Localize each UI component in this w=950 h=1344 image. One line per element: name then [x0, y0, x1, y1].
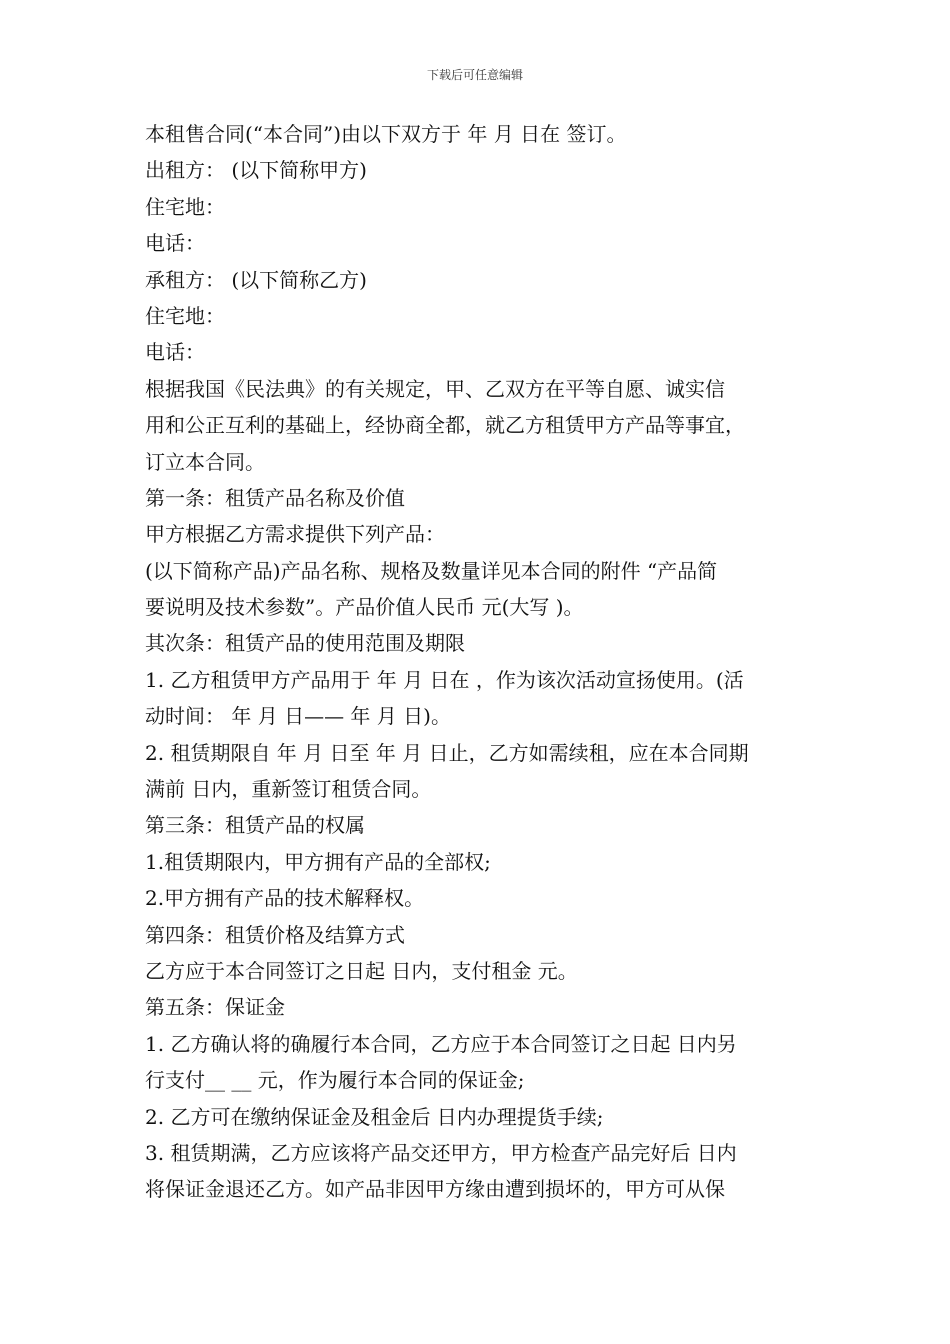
text-line: 行支付__ __ 元，作为履行本合同的保证金; — [145, 1068, 525, 1093]
text-line: 3. 租赁期满，乙方应该将产品交还甲方，甲方检查产品完好后 日内 — [145, 1140, 737, 1165]
text-line: 2. 乙方可在缴纳保证金及租金后 日内办理提货手续; — [145, 1104, 604, 1129]
text-line: 满前 日内，重新签订租赁合同。 — [145, 777, 432, 802]
text-line: 1. 乙方租赁甲方产品用于 年 月 日在 ，作为该次活动宣扬使用。(活 — [145, 667, 744, 692]
text-line: 本租售合同(“本合同”)由以下双方于 年 月 日在 签订。 — [145, 122, 627, 146]
text-line: 要说明及技术参数”。产品价值人民币 元(大写 )。 — [145, 595, 584, 620]
text-line: 乙方应于本合同签订之日起 日内，支付租金 元。 — [145, 958, 578, 983]
text-line: 住宅地： — [145, 303, 225, 328]
text-line: 将保证金退还乙方。如产品非因甲方缘由遭到损坏的，甲方可从保 — [145, 1177, 725, 1202]
section-heading: 第四条：租赁价格及结算方式 — [145, 922, 405, 947]
text-line: (以下简称产品)产品名称、规格及数量详见本合同的附件 “产品简 — [145, 558, 718, 583]
text-line: 用和公正互利的基础上，经协商全都，就乙方租赁甲方产品等事宜， — [145, 413, 745, 438]
text-line: 住宅地： — [145, 194, 225, 219]
text-line: 甲方根据乙方需求提供下列产品： — [145, 522, 445, 547]
text-line: 1. 乙方确认将的确履行本合同，乙方应于本合同签订之日起 日内另 — [145, 1031, 737, 1056]
text-line: 2.甲方拥有产品的技术解释权。 — [145, 886, 425, 911]
section-heading: 第五条：保证金 — [145, 995, 285, 1020]
text-line: 电话： — [145, 231, 205, 256]
text-line: 根据我国《民法典》的有关规定，甲、乙双方在平等自愿、诚实信 — [145, 376, 725, 401]
section-heading: 第三条：租赁产品的权属 — [145, 813, 365, 838]
text-line: 订立本合同。 — [145, 449, 265, 474]
section-heading: 其次条：租赁产品的使用范围及期限 — [145, 631, 465, 656]
text-line: 动时间： 年 月 日—— 年 月 日)。 — [145, 704, 451, 729]
contract-body — [145, 116, 835, 1208]
page-header: 下载后可任意编辑 — [426, 68, 523, 82]
text-line: 电话： — [145, 340, 205, 365]
text-line: 2. 租赁期限自 年 月 日至 年 月 日止，乙方如需续租，应在本合同期 — [145, 740, 749, 765]
text-line: 承租方： (以下简称乙方) — [145, 267, 367, 292]
text-line: 1.租赁期限内，甲方拥有产品的全部权; — [145, 849, 491, 874]
text-line: 出租方： (以下简称甲方) — [145, 158, 367, 183]
section-heading: 第一条：租赁产品名称及价值 — [145, 485, 405, 510]
